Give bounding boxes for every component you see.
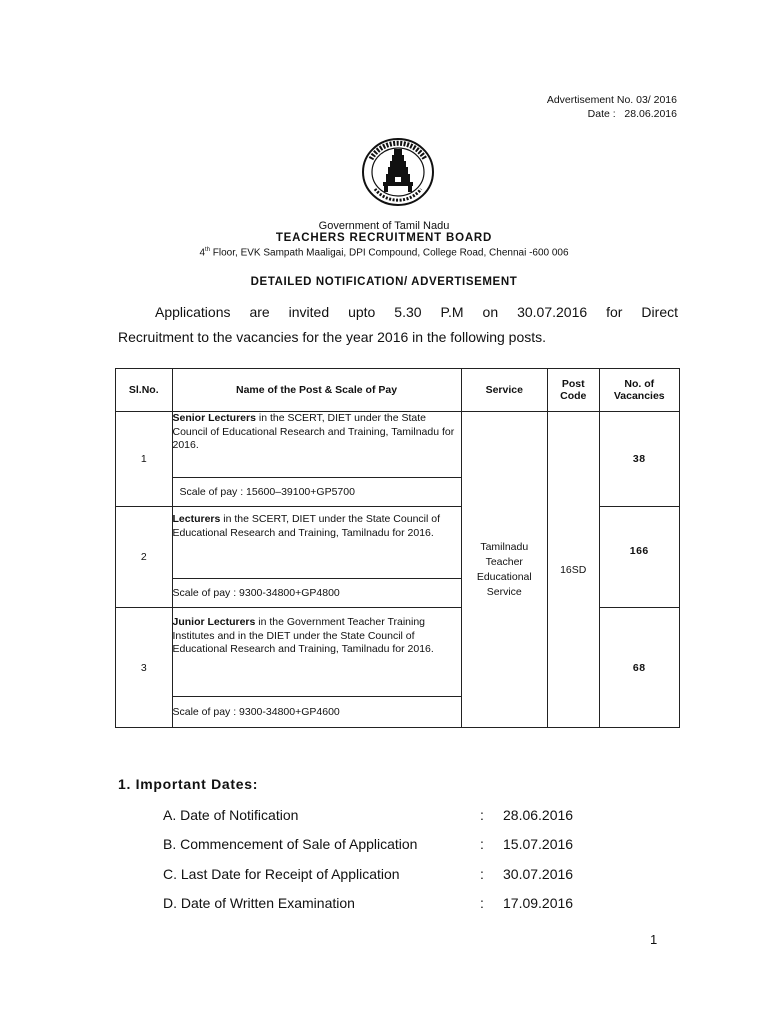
address-floor-suffix: th <box>205 247 211 253</box>
row-sl-no: 2 <box>116 507 173 608</box>
row-scale-of-pay: Scale of pay : 9300-34800+GP4800 <box>172 579 461 608</box>
header-post-code-line-2: Code <box>560 390 587 402</box>
advertisement-info <box>477 93 677 121</box>
date-item-value: 30.07.2016 <box>503 866 574 882</box>
header-vacancies <box>599 369 680 412</box>
date-item-label: A. Date of Notification <box>163 807 299 823</box>
header-vacancies-line-2: Vacancies <box>613 390 665 402</box>
row-post-description <box>172 507 461 579</box>
date-item <box>163 836 593 856</box>
row-vacancies: 38 <box>599 412 680 507</box>
date-item-label: C. Last Date for Receipt of Application <box>163 866 400 882</box>
header-post-name: Name of the Post & Scale of Pay <box>172 369 461 412</box>
date-item-value: 15.07.2016 <box>503 836 574 852</box>
government-name: Government of Tamil Nadu <box>318 220 450 232</box>
date-item-value: 17.09.2016 <box>503 895 574 911</box>
header-sl-no: Sl.No. <box>116 369 173 412</box>
table-header-row <box>116 369 680 412</box>
header-service: Service <box>461 369 547 412</box>
address-text: Floor, EVK Sampath Maaligai, DPI Compound, College Road, Chennai -600 006 <box>210 247 569 259</box>
service-line: Service <box>486 585 522 598</box>
row-vacancies: 68 <box>599 608 680 728</box>
service-cell <box>461 412 547 728</box>
address-floor-number: 4 <box>199 247 205 259</box>
row-sl-no: 3 <box>116 608 173 728</box>
date-item <box>163 866 593 886</box>
row-post-detail: in the SCERT, DIET under the State Council of Educational Research and Training, Tamilnadu for 2016. <box>172 412 455 451</box>
row-post-detail: in the SCERT, DIET under the State Council of Educational Research and Training, Tamilnadu for 2016. <box>172 513 441 539</box>
date-item-separator: : <box>480 895 484 911</box>
date-item-value: 28.06.2016 <box>503 807 574 823</box>
intro-line-1: Applications are invited upto 5.30 P.M on 30.07.2016 for Direct <box>155 304 678 320</box>
intro-line-2: Recruitment to the vacancies for the year 2016 in the following posts. <box>118 329 547 345</box>
notification-title: DETAILED NOTIFICATION/ ADVERTISEMENT <box>250 276 518 288</box>
service-line: Teacher <box>485 555 523 568</box>
row-sl-no: 1 <box>116 412 173 507</box>
header-vacancies-line-1: No. of <box>624 378 655 390</box>
advertisement-date: Date : 28.06.2016 <box>587 108 677 120</box>
row-post-detail: in the Government Teacher Training Institutes and in the DIET under the State Council of Educational Research and Training, Tamilnadu for 2016. <box>172 616 434 655</box>
post-code-cell: 16SD <box>547 412 599 728</box>
header-post-code <box>547 369 599 412</box>
service-line: Tamilnadu <box>480 540 529 553</box>
header-post-code-line-1: Post <box>561 378 585 390</box>
row-post-description <box>172 412 461 478</box>
date-item-label: D. Date of Written Examination <box>163 895 355 911</box>
date-item-separator: : <box>480 807 484 823</box>
row-post-title: Senior Lecturers <box>172 412 256 424</box>
row-post-title: Lecturers <box>172 513 221 525</box>
date-item-label: B. Commencement of Sale of Application <box>163 836 418 852</box>
service-line: Educational <box>476 570 532 583</box>
row-post-title: Junior Lecturers <box>172 616 256 628</box>
date-item-separator: : <box>480 866 484 882</box>
row-scale-of-pay: Scale of pay : 15600–39100+GP5700 <box>172 478 461 507</box>
date-item-separator: : <box>480 836 484 852</box>
date-item <box>163 807 593 827</box>
advertisement-number: Advertisement No. 03/ 2016 <box>546 94 677 106</box>
board-address <box>0 247 768 258</box>
date-item <box>163 895 593 915</box>
important-dates-heading: 1. Important Dates: <box>118 776 259 792</box>
row-vacancies: 166 <box>599 507 680 608</box>
tamil-nadu-emblem-icon <box>361 137 435 207</box>
posts-table <box>115 368 680 728</box>
table-row <box>116 412 680 478</box>
board-name: TEACHERS RECRUITMENT BOARD <box>275 232 493 244</box>
row-post-description <box>172 608 461 697</box>
page-number: 1 <box>650 932 658 947</box>
row-scale-of-pay: Scale of pay : 9300-34800+GP4600 <box>172 697 461 728</box>
